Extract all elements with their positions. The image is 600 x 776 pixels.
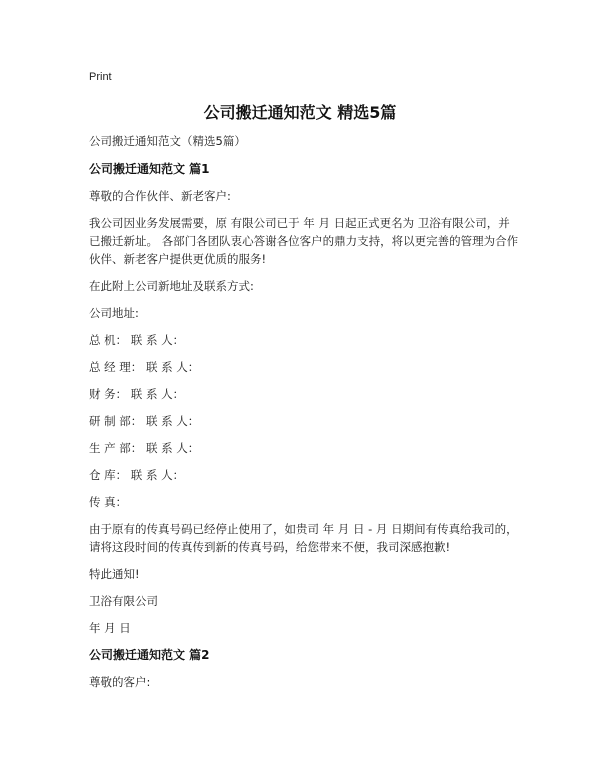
document-body [89, 132, 519, 691]
contact-line-warehouse: 仓 库： 联 系 人： [89, 468, 185, 482]
contact-line-switchboard: 总 机： 联 系 人： [89, 333, 185, 347]
paragraph-fax-notice: 由于原有的传真号码已经停止使用了，如贵司 年 月 日 - 月 日期间有传真给我司的，请将这段时间的传真传到新的传真号码，给您带来不便，我司深感抱歉! [89, 522, 518, 554]
paragraph-contact-intro: 在此附上公司新地址及联系方式: [89, 279, 254, 293]
contact-line-rnd: 研 制 部： 联 系 人： [89, 414, 200, 428]
signature-company: 卫浴有限公司 [89, 594, 158, 608]
address-line: 公司地址: [89, 306, 139, 320]
print-label: Print [89, 71, 112, 83]
section-heading-2: 公司搬迁通知范文 篇2 [89, 648, 210, 662]
contact-line-production: 生 产 部： 联 系 人： [89, 441, 200, 455]
signature-date: 年 月 日 [89, 621, 131, 635]
document-subtitle: 公司搬迁通知范文（精选5篇） [89, 134, 246, 148]
section-heading-1: 公司搬迁通知范文 篇1 [89, 162, 210, 176]
contact-line-finance: 财 务： 联 系 人： [89, 387, 185, 401]
greeting-1: 尊敬的合作伙伴、新老客户: [89, 189, 231, 203]
closing-line: 特此通知! [89, 567, 140, 581]
contact-line-fax: 传 真： [89, 495, 128, 509]
contact-line-general-manager: 总 经 理： 联 系 人： [89, 360, 200, 374]
document-title: 公司搬迁通知范文 精选5篇 [203, 103, 397, 122]
paragraph-relocation: 我公司因业务发展需要，原 有限公司已于 年 月 日起正式更名为 卫浴有限公司，并已搬迁新址。 各部门各团队衷心答谢各位客户的鼎力支持，将以更完善的管理为合作伙伴、新老客户提供更优质的服务! [89, 216, 519, 266]
greeting-2: 尊敬的客户: [89, 675, 151, 689]
